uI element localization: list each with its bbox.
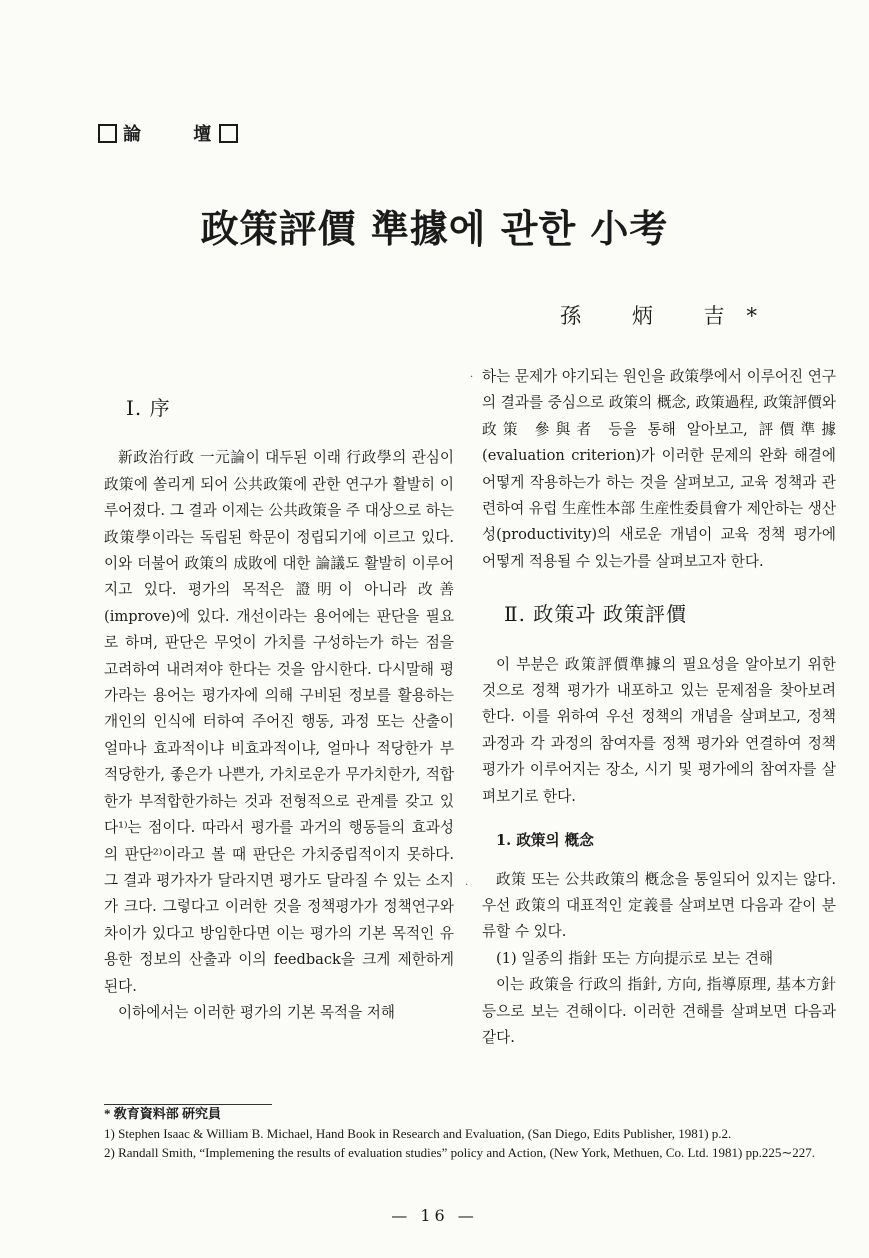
item-heading: (1) 일종의 指針 또는 方向提示로 보는 견해 bbox=[496, 949, 774, 967]
body-paragraph: 이 부분은 政策評價準據의 필요성을 알아보기 위한 것으로 정책 평가가 내포하고 있는 문제점을 찾아보려 한다. 이를 위하여 우선 정책의 개념을 살펴보고, 정책 과정과 각 과정의 참여자를 정책 평가와 연결하여 정책 평가가 이루어지는 장소, 시기 및 평가에의 참여자를 살펴보기로 한다. bbox=[482, 655, 836, 805]
left-column bbox=[104, 395, 454, 1026]
scan-dot: · bbox=[465, 880, 469, 891]
scan-dot: · bbox=[470, 372, 474, 383]
article-title: 政策評價 準據에 관한 小考 bbox=[200, 206, 669, 251]
body-paragraph: 이하에서는 이러한 평가의 기본 목적을 저해 bbox=[118, 1003, 395, 1021]
footnote-1: 1) Stephen Isaac & William B. Michael, Hand Book in Research and Evaluation, (San Diego, Edits Publisher, 1981) p.2. bbox=[104, 1125, 732, 1141]
square-box-icon bbox=[219, 124, 238, 143]
footnote-2: 2) Randall Smith, “Implemening the results of evaluation studies” policy and Action, (New York, Methuen, Co. Ltd. 1981) pp.225∼227. bbox=[104, 1145, 815, 1160]
footnotes bbox=[104, 1104, 836, 1163]
section-tag-label: 論 壇 bbox=[123, 124, 214, 145]
body-paragraph: 이는 政策을 行政의 指針, 方向, 指導原理, 基本方針 등으로 보는 견해이다. 이러한 견해를 살펴보면 다음과 같다. bbox=[482, 976, 836, 1046]
article-author: 孫 炳 吉* bbox=[560, 304, 779, 328]
right-column bbox=[482, 364, 836, 1051]
section-heading-1: Ⅰ. 序 bbox=[126, 396, 171, 420]
subsection-heading: 1. 政策의 槪念 bbox=[496, 832, 594, 850]
body-paragraph: 政策 또는 公共政策의 槪念을 통일되어 있지는 않다. 우선 政策의 대표적인 定義를 살펴보면 다음과 같이 분류할 수 있다. bbox=[482, 870, 836, 941]
section-tag bbox=[98, 120, 238, 146]
body-paragraph: 新政治行政 一元論이 대두된 이래 行政學의 관심이 政策에 쏠리게 되어 公共政策에 관한 연구가 활발히 이루어졌다. 그 결과 이제는 公共政策을 주 대상으로 하는 政策學이라는 독립된 학문이 정립되기에 이르고 있다. 이와 더불어 政策의 成敗에 대한 論議도 활발히 이루어지고 있다. 평가의 목적은 證明이 아니라 改善(improve)에 있다. 개선이라는 용어에는 판단을 필요로 하며, 판단은 무엇이 가치를 구성하는가 하는 점을 고려하여 내려져야 한다는 것을 암시한다. 다시말해 평가라는 용어는 평가자에 의해 구비된 정보를 활용하는 개인의 인식에 터하여 주어진 행동, 과정 또는 산출이 얼마나 효과적이냐 비효과적이냐, 얼마나 적당한가 부적당한가, 좋은가 나쁜가, 가치로운가 무가치한가, 적합한가 부적합한가하는 것과 전형적으로 관계를 갖고 있다¹⁾는 점이다. 따라서 평가를 과거의 행동들의 효과성의 판단²⁾이라고 볼 때 판단은 가치중립적이지 못하다. 그 결과 평가자가 달라지면 평가도 달라질 수 있는 소지가 크다. 그렇다고 이러한 것을 정책평가가 정책연구와 차이가 있다고 방임한다면 이는 평가의 기본 목적인 유용한 정보의 산출과 이의 feedback을 크게 제한하게 된다. bbox=[104, 449, 454, 995]
square-box-icon bbox=[98, 124, 117, 143]
body-paragraph: 하는 문제가 야기되는 원인을 政策學에서 이루어진 연구의 결과를 중심으로 政策의 概念, 政策過程, 政策評價와 政策 參與者 등을 통해 알아보고, 評價準據(evaluation criterion)가 이러한 문제의 완화 해결에 어떻게 작용하는가 하는 것을 살펴보고, 교육 정책과 관련하여 유럽 生産性本部 生産性委員會가 제안하는 생산성(productivity)의 새로운 개념이 교육 정책 평가에 어떻게 적용될 수 있는가를 살펴보고자 한다. bbox=[482, 368, 836, 570]
page-number: — 16 — bbox=[391, 1206, 478, 1225]
footnote-affiliation: * 敎育資料部 硏究員 bbox=[104, 1106, 222, 1121]
section-heading-2: Ⅱ. 政策과 政策評價 bbox=[504, 602, 687, 627]
